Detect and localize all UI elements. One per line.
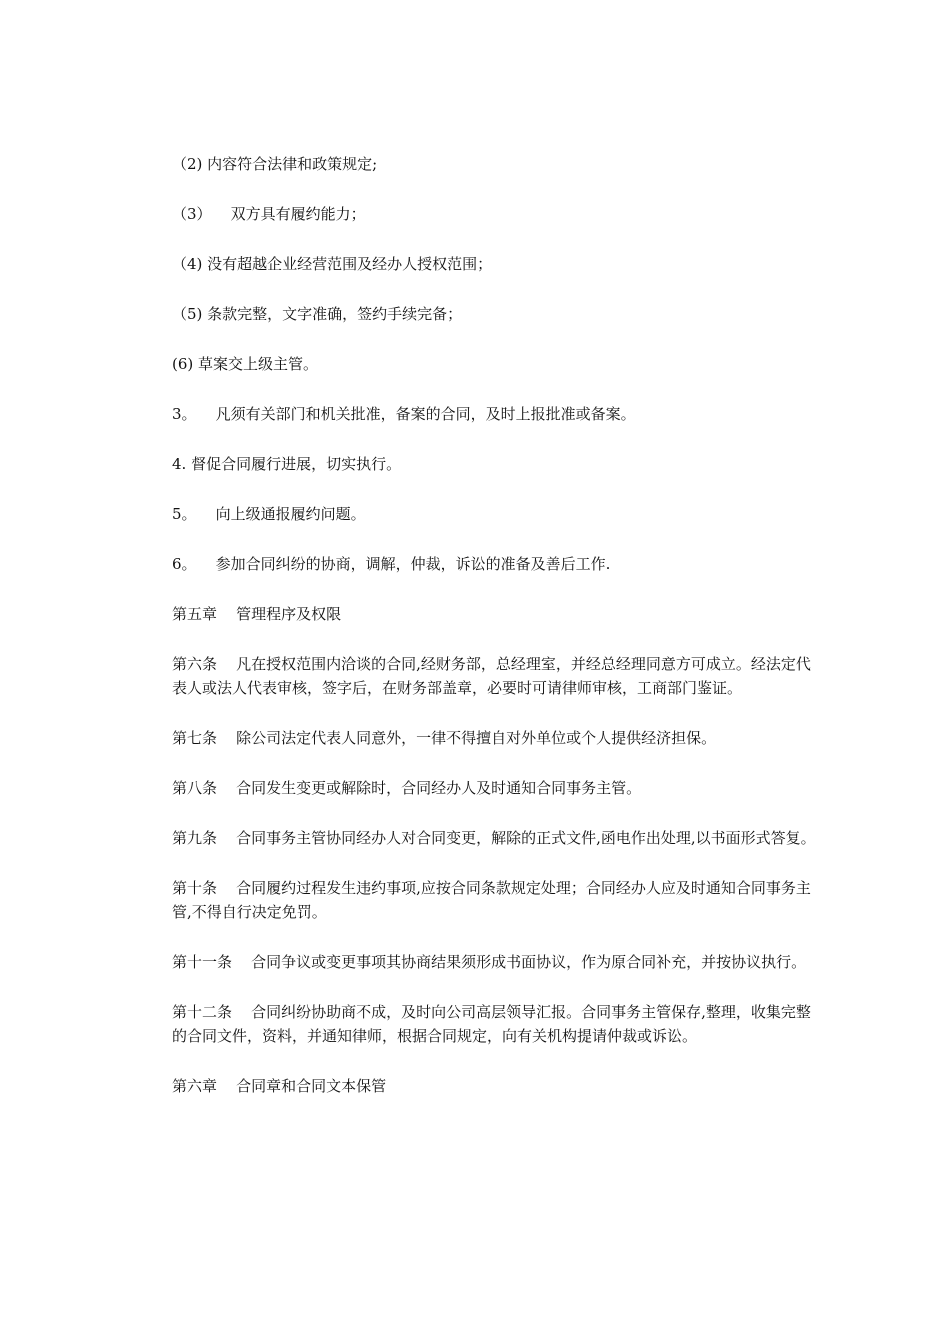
clause-item-6: (6) 草案交上级主管。 [172,355,319,373]
article-12: 第十二条 合同纠纷协助商不成，及时向公司高层领导汇报。合同事务主管保存,整理，收集完整的合同文件，资料，并通知律师，根据合同规定，向有关机构提请仲裁或诉讼。 [172,1003,811,1045]
article-9: 第九条 合同事务主管协同经办人对合同变更，解除的正式文件,函电作出处理,以书面形式答复。 [172,829,816,847]
document-body [172,152,822,1124]
article-10: 第十条 合同履约过程发生违约事项,应按合同条款规定处理；合同经办人应及时通知合同事务主管,不得自行决定免罚。 [172,879,811,921]
clause-item-2: （2) 内容符合法律和政策规定; [172,155,378,173]
duty-item-6: 6。 参加合同纠纷的协商，调解，仲裁，诉讼的准备及善后工作. [172,555,611,573]
clause-item-4: （4) 没有超越企业经营范围及经办人授权范围； [172,255,493,273]
clause-item-3: （3） 双方具有履约能力； [172,205,366,223]
article-7: 第七条 除公司法定代表人同意外，一律不得擅自对外单位或个人提供经济担保。 [172,729,717,747]
clause-item-5: （5) 条款完整，文字准确，签约手续完备； [172,305,463,323]
article-11: 第十一条 合同争议或变更事项其协商结果须形成书面协议，作为原合同补充，并按协议执行。 [172,953,807,971]
duty-item-4: 4. 督促合同履行进展，切实执行。 [172,455,402,473]
duty-item-5: 5。 向上级通报履约问题。 [172,505,366,523]
chapter-heading-5: 第五章 管理程序及权限 [172,605,342,623]
duty-item-3: 3。 凡须有关部门和机关批准，备案的合同，及时上报批准或备案。 [172,405,636,423]
article-8: 第八条 合同发生变更或解除时，合同经办人及时通知合同事务主管。 [172,779,642,797]
article-6: 第六条 凡在授权范围内洽谈的合同,经财务部，总经理室，并经总经理同意方可成立。经法定代表人或法人代表审核，签字后，在财务部盖章，必要时可请律师审核，工商部门鉴证。 [172,655,811,697]
chapter-heading-6: 第六章 合同章和合同文本保管 [172,1077,387,1095]
